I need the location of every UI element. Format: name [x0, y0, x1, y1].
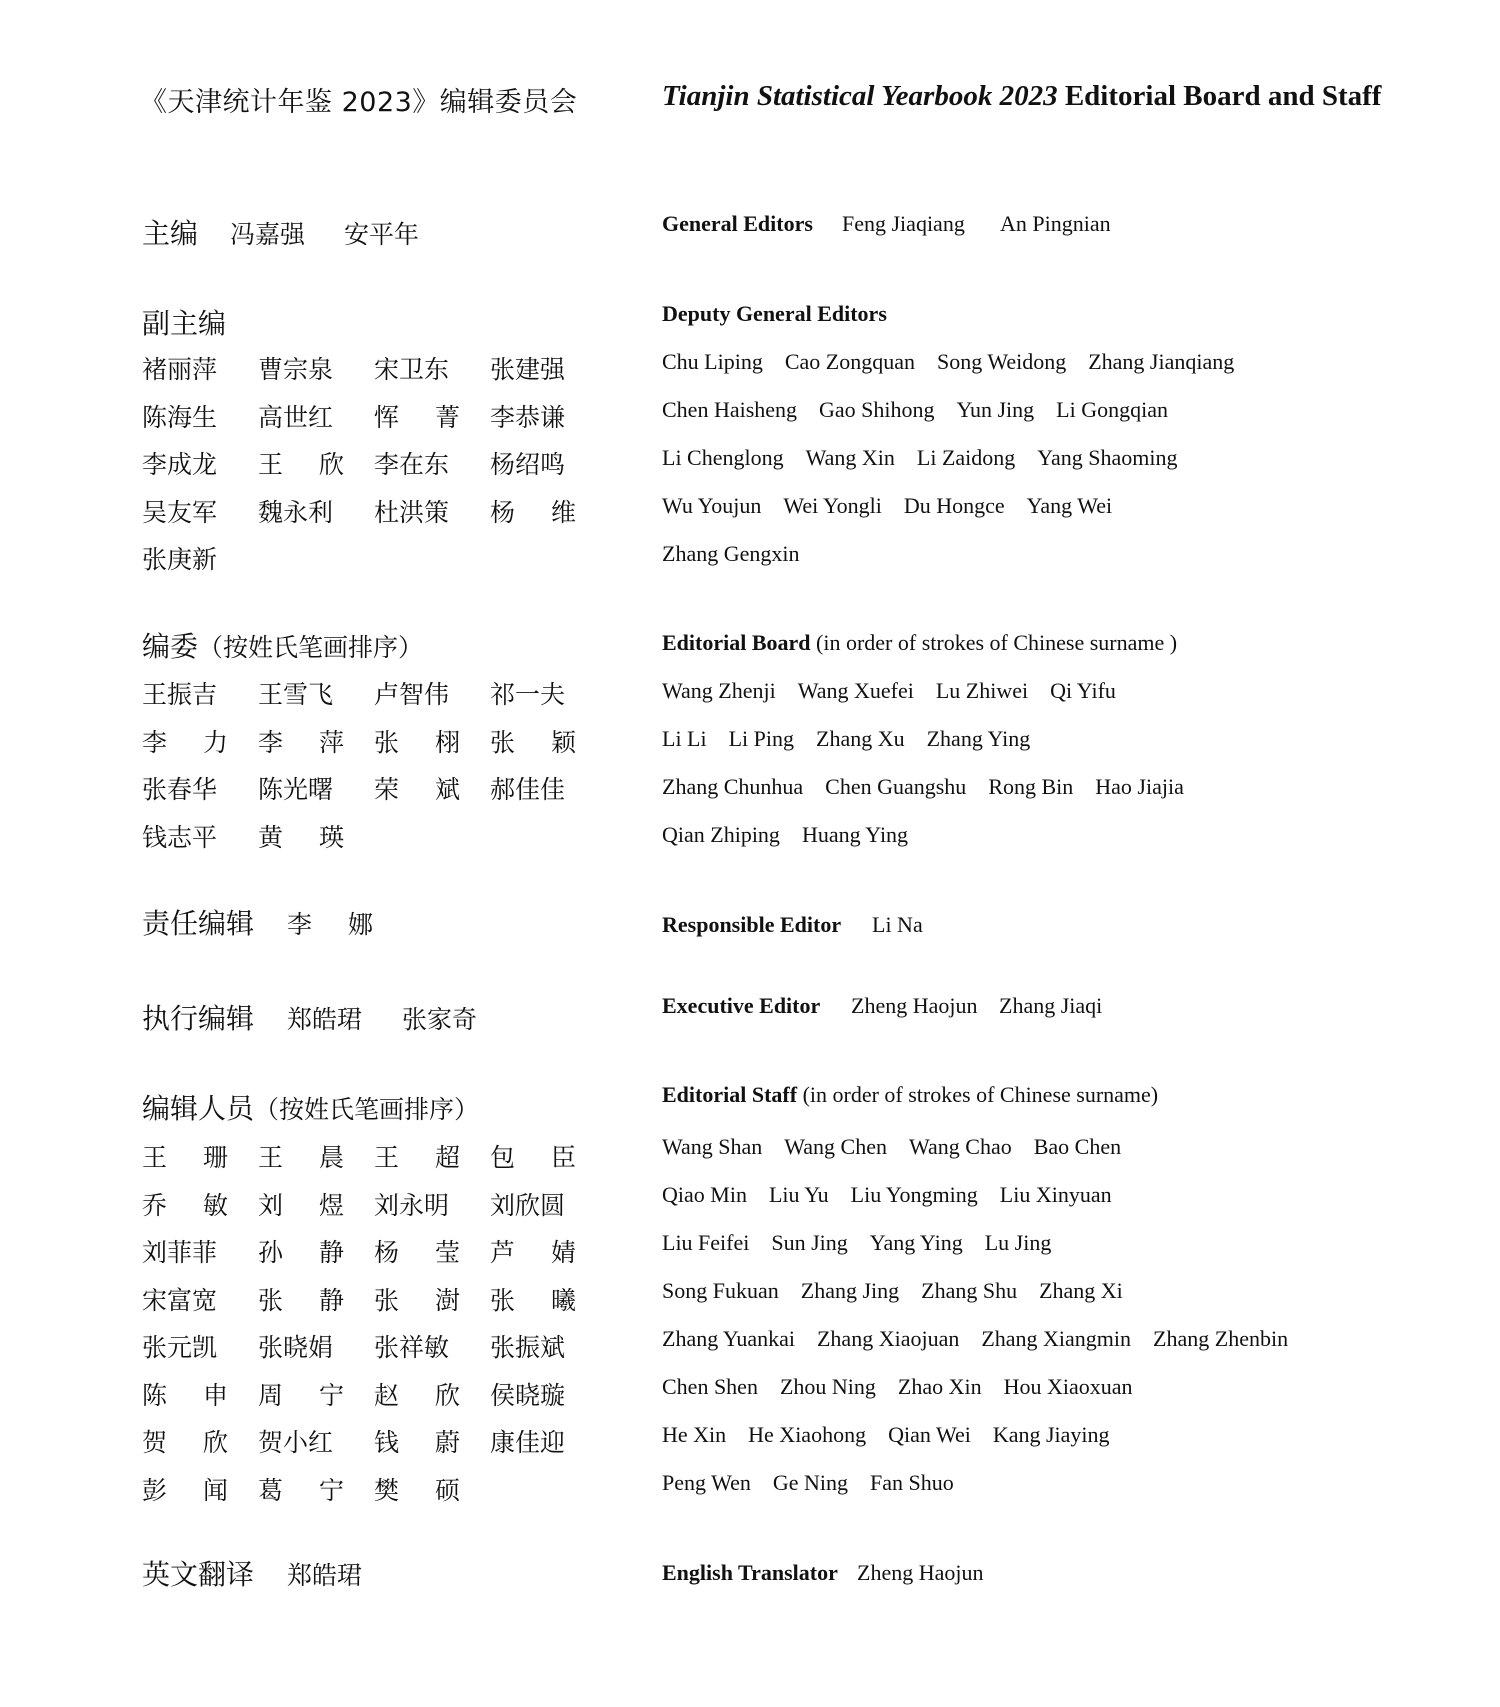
name-en: Wei Yongli [783, 493, 882, 518]
translator-label-en-text: English Translator [662, 1560, 838, 1585]
name-cn: 乔 敏 [142, 1190, 228, 1220]
name-row-en [662, 1134, 1143, 1160]
name-row-cn [142, 398, 582, 434]
name-en: Liu Xinyuan [999, 1182, 1112, 1207]
name-en: Bao Chen [1033, 1134, 1122, 1159]
name-cn: 杨 莹 [374, 1238, 460, 1267]
translator-label-en [662, 1560, 838, 1586]
editorial-board-note-cn: （按姓氏笔画排序） [198, 633, 424, 662]
name-en: Wang Xuefei [797, 678, 914, 703]
name-en: Zhang Gengxin [662, 541, 800, 566]
name-en: Yang Ying [869, 1230, 963, 1255]
editorial-staff-note-en: (in order of strokes of Chinese surname) [797, 1082, 1159, 1107]
name-row-en [662, 493, 1134, 519]
name-cn: 魏永利 [258, 497, 334, 527]
name-cn: 荣 斌 [374, 775, 460, 804]
editorial-board-label-cn [142, 625, 423, 665]
name-en: Zhang Xiangmin [981, 1326, 1132, 1351]
name-cn: 张晓娟 [258, 1333, 334, 1362]
name-en: Wang Chao [909, 1134, 1012, 1159]
editorial-staff-label-cn-text: 编辑人员 [142, 1092, 255, 1125]
name-cn: 钱志平 [142, 822, 218, 852]
general-editors-label-en-text: General Editors [662, 211, 813, 236]
name-en: Wang Zhenji [662, 678, 776, 703]
name-cn: 张振斌 [490, 1333, 566, 1362]
name-row-cn [142, 1328, 582, 1364]
name-cn: 芦 婧 [490, 1238, 576, 1267]
name-en: Lu Zhiwei [935, 678, 1029, 703]
name-row-en [662, 1422, 1132, 1448]
page-title-cn: 《天津统计年鉴 2023》编辑委员会 [140, 87, 578, 118]
executive-editor-label-cn: 执行编辑 [142, 1002, 255, 1035]
name-en: Peng Wen [662, 1470, 751, 1495]
name-row-en [662, 349, 1256, 375]
name-row-cn [142, 1376, 582, 1412]
name-cn: 张建强 [490, 355, 566, 384]
name-en: Ge Ning [772, 1470, 849, 1495]
name-cn: 张 颖 [490, 727, 576, 757]
name-row-en [662, 726, 1052, 752]
name-cn: 陈光曙 [258, 775, 334, 804]
name-en: Chen Guangshu [825, 774, 967, 799]
name-row-en [662, 1278, 1145, 1304]
name-cn: 康佳迎 [490, 1428, 566, 1457]
name-en: Song Fukuan [662, 1278, 779, 1303]
name-cn: 贺 欣 [142, 1428, 228, 1457]
name-row-en [662, 445, 1199, 471]
name-en: Chen Haisheng [662, 397, 798, 422]
name-cn: 张 栩 [374, 727, 460, 757]
name-cn: 卢智伟 [374, 680, 450, 709]
name-row-cn [142, 1138, 582, 1174]
name-en: Chu Liping [662, 349, 763, 374]
name-en: Zhang Xu [816, 726, 905, 751]
name-cn: 侯晓璇 [490, 1380, 566, 1410]
name-row-cn [142, 1471, 582, 1507]
name-en: Du Hongce [903, 493, 1005, 518]
name-cn: 彭 闻 [142, 1475, 228, 1505]
name-en: Li Ping [728, 726, 795, 751]
name-en: Zhang Chunhua [662, 774, 804, 799]
name-cn: 孙 静 [258, 1238, 344, 1267]
name-cn: 赵 欣 [374, 1380, 460, 1410]
name-en: He Xiaohong [748, 1422, 867, 1447]
name-row-cn [142, 540, 582, 576]
name-cn: 张 澍 [374, 1285, 460, 1315]
translator-name-en: Zheng Haojun [857, 1560, 984, 1585]
name-cn: 葛 宁 [258, 1475, 344, 1505]
name-row-cn [142, 1233, 582, 1269]
name-en: Cao Zongquan [784, 349, 915, 374]
name-cn: 张 静 [258, 1285, 344, 1315]
name-cn: 王 珊 [142, 1143, 228, 1172]
name-row-en [662, 1182, 1134, 1208]
name-row-en [662, 822, 930, 848]
name-en: Wu Youjun [662, 493, 762, 518]
name-row-cn [142, 675, 582, 711]
executive-editor-name-en: Zheng Haojun [851, 993, 978, 1018]
name-en: Zhang Zhenbin [1153, 1326, 1289, 1351]
editorial-staff-label-en [662, 1082, 1158, 1108]
name-cn: 恽 菁 [374, 402, 460, 432]
name-row-en [662, 1374, 1155, 1400]
name-cn: 钱 蔚 [374, 1428, 460, 1457]
name-en: Wang Xin [805, 445, 895, 470]
name-cn: 王 欣 [258, 450, 344, 479]
name-cn: 吴友军 [142, 497, 218, 527]
name-en: Yun Jing [956, 397, 1035, 422]
name-en: Liu Yongming [850, 1182, 978, 1207]
name-row-en [662, 541, 821, 567]
name-en: Zhang Xiaojuan [816, 1326, 960, 1351]
deputy-editors-label-en-text: Deputy General Editors [662, 301, 887, 326]
name-cn: 李恭谦 [490, 402, 566, 432]
name-cn: 褚丽萍 [142, 355, 218, 384]
name-en: Gao Shihong [819, 397, 935, 422]
page-title-en-rest: Editorial Board and Staff [1057, 80, 1382, 112]
name-row-cn [142, 445, 582, 481]
translator-name-cn: 郑皓珺 [287, 1561, 363, 1590]
editorial-board-label-cn-text: 编委 [142, 630, 199, 663]
name-row-cn [142, 770, 582, 806]
general-editors-label-en [662, 211, 813, 237]
editorial-board-label-en-text: Editorial Board [662, 630, 811, 655]
executive-editor-label-en-text: Executive Editor [662, 993, 821, 1018]
name-row-cn [142, 350, 582, 386]
name-cn: 杨 维 [490, 497, 576, 527]
name-cn: 李成龙 [142, 450, 218, 479]
name-row-cn [142, 1186, 582, 1222]
name-en: Chen Shen [662, 1374, 758, 1399]
name-row-en [662, 774, 1206, 800]
general-editor-name-en: An Pingnian [1000, 211, 1111, 236]
deputy-editors-label-cn: 副主编 [142, 307, 227, 340]
name-en: Qi Yifu [1050, 678, 1116, 703]
responsible-editor-name-en: Li Na [872, 912, 923, 937]
name-en: Zhang Jing [800, 1278, 900, 1303]
name-cn: 刘永明 [374, 1190, 450, 1220]
name-row-cn [142, 493, 582, 529]
general-editor-name-cn: 安平年 [344, 220, 420, 249]
name-cn: 郝佳佳 [490, 775, 566, 804]
general-editor-name-cn: 冯嘉强 [230, 220, 306, 249]
name-en: Sun Jing [771, 1230, 848, 1255]
deputy-editors-label-en [662, 301, 887, 327]
responsible-editor-label-en [662, 912, 841, 938]
name-en: Zhou Ning [779, 1374, 876, 1399]
executive-editor-label-en [662, 993, 820, 1019]
name-en: Hou Xiaoxuan [1003, 1374, 1133, 1399]
editorial-staff-note-cn: （按姓氏笔画排序） [254, 1095, 480, 1124]
name-cn: 李 力 [142, 727, 228, 757]
name-row-cn [142, 818, 582, 854]
responsible-editor-name-cn [287, 905, 373, 941]
name-en: Wang Chen [784, 1134, 887, 1159]
name-cn: 樊 硕 [374, 1475, 460, 1505]
name-en: Kang Jiaying [992, 1422, 1110, 1447]
name-en: Qian Wei [888, 1422, 971, 1447]
name-en: Zhang Ying [926, 726, 1031, 751]
name-cn: 李 萍 [258, 727, 344, 757]
name-row-en [662, 678, 1138, 704]
name-en: Wang Shan [662, 1134, 763, 1159]
name-row-en [662, 1230, 1073, 1256]
name-cn: 王雪飞 [258, 680, 334, 709]
name-cn: 刘欣圆 [490, 1190, 566, 1220]
name-cn: 杨绍鸣 [490, 450, 566, 479]
name-en: Hao Jiajia [1095, 774, 1184, 799]
editorial-board-label-en [662, 630, 1177, 656]
name-en: Song Weidong [937, 349, 1067, 374]
name-row-en [662, 1326, 1310, 1352]
executive-editor-name-en: Zhang Jiaqi [999, 993, 1103, 1018]
name-en: Liu Feifei [662, 1230, 750, 1255]
responsible-editor-label-cn: 责任编辑 [142, 907, 255, 940]
name-en: Lu Jing [984, 1230, 1052, 1255]
name-cn: 王振吉 [142, 680, 218, 709]
executive-editor-name-cn: 张家奇 [402, 1005, 478, 1034]
executive-editor-name-cn: 郑皓珺 [287, 1005, 363, 1034]
name-en: Rong Bin [988, 774, 1074, 799]
name-en: Fan Shuo [870, 1470, 954, 1495]
name-cn: 张 曦 [490, 1285, 576, 1315]
name-cn: 宋富宽 [142, 1285, 218, 1315]
name-cn: 张元凯 [142, 1333, 218, 1362]
name-en: Li Chenglong [662, 445, 784, 470]
name-cn: 曹宗泉 [258, 355, 334, 384]
name-en: Yang Wei [1026, 493, 1113, 518]
name-cn: 张祥敏 [374, 1333, 450, 1362]
name-cn: 宋卫东 [374, 355, 450, 384]
name-cn: 杜洪策 [374, 497, 450, 527]
responsible-editor-name-cn-text: 李 娜 [287, 910, 373, 939]
name-cn: 陈 申 [142, 1380, 228, 1410]
name-cn: 刘菲菲 [142, 1238, 218, 1267]
name-cn: 张春华 [142, 775, 218, 804]
name-en: Zhang Shu [921, 1278, 1018, 1303]
name-en: Zhang Jianqiang [1088, 349, 1235, 374]
name-row-cn [142, 1423, 582, 1459]
name-row-en [662, 397, 1190, 423]
name-en: Qiao Min [662, 1182, 747, 1207]
editorial-staff-label-cn [142, 1087, 479, 1127]
name-row-cn [142, 1281, 582, 1317]
general-editors-label-cn: 主编 [142, 217, 199, 250]
editorial-staff-label-en-text: Editorial Staff [662, 1082, 798, 1107]
name-cn: 贺小红 [258, 1428, 334, 1457]
name-en: Li Gongqian [1056, 397, 1168, 422]
name-cn: 祁一夫 [490, 680, 566, 709]
translator-label-cn: 英文翻译 [142, 1558, 255, 1591]
name-row-en [662, 1470, 976, 1496]
name-cn: 高世红 [258, 402, 334, 432]
page-title-en [662, 80, 1381, 113]
name-cn: 黄 瑛 [258, 822, 344, 852]
name-en: Zhang Xi [1039, 1278, 1123, 1303]
name-en: Liu Yu [768, 1182, 829, 1207]
name-cn: 王 超 [374, 1143, 460, 1172]
name-cn: 周 宁 [258, 1380, 344, 1410]
name-en: He Xin [662, 1422, 727, 1447]
name-cn: 刘 煜 [258, 1190, 344, 1220]
name-cn: 包 臣 [490, 1143, 576, 1172]
name-en: Qian Zhiping [662, 822, 780, 847]
name-row-cn [142, 723, 582, 759]
name-en: Li Li [662, 726, 707, 751]
page-title-en-italic: Tianjin Statistical Yearbook 2023 [662, 80, 1058, 112]
name-en: Zhao Xin [897, 1374, 982, 1399]
name-en: Yang Shaoming [1037, 445, 1178, 470]
responsible-editor-label-en-text: Responsible Editor [662, 912, 842, 937]
name-cn: 张庚新 [142, 545, 218, 574]
name-en: Zhang Yuankai [662, 1326, 795, 1351]
general-editor-name-en: Feng Jiaqiang [842, 211, 965, 236]
name-en: Huang Ying [801, 822, 909, 847]
name-en: Li Zaidong [916, 445, 1016, 470]
name-cn: 李在东 [374, 450, 450, 479]
name-cn: 陈海生 [142, 402, 218, 432]
name-cn: 王 晨 [258, 1143, 344, 1172]
editorial-board-note-en: (in order of strokes of Chinese surname ) [810, 630, 1178, 655]
